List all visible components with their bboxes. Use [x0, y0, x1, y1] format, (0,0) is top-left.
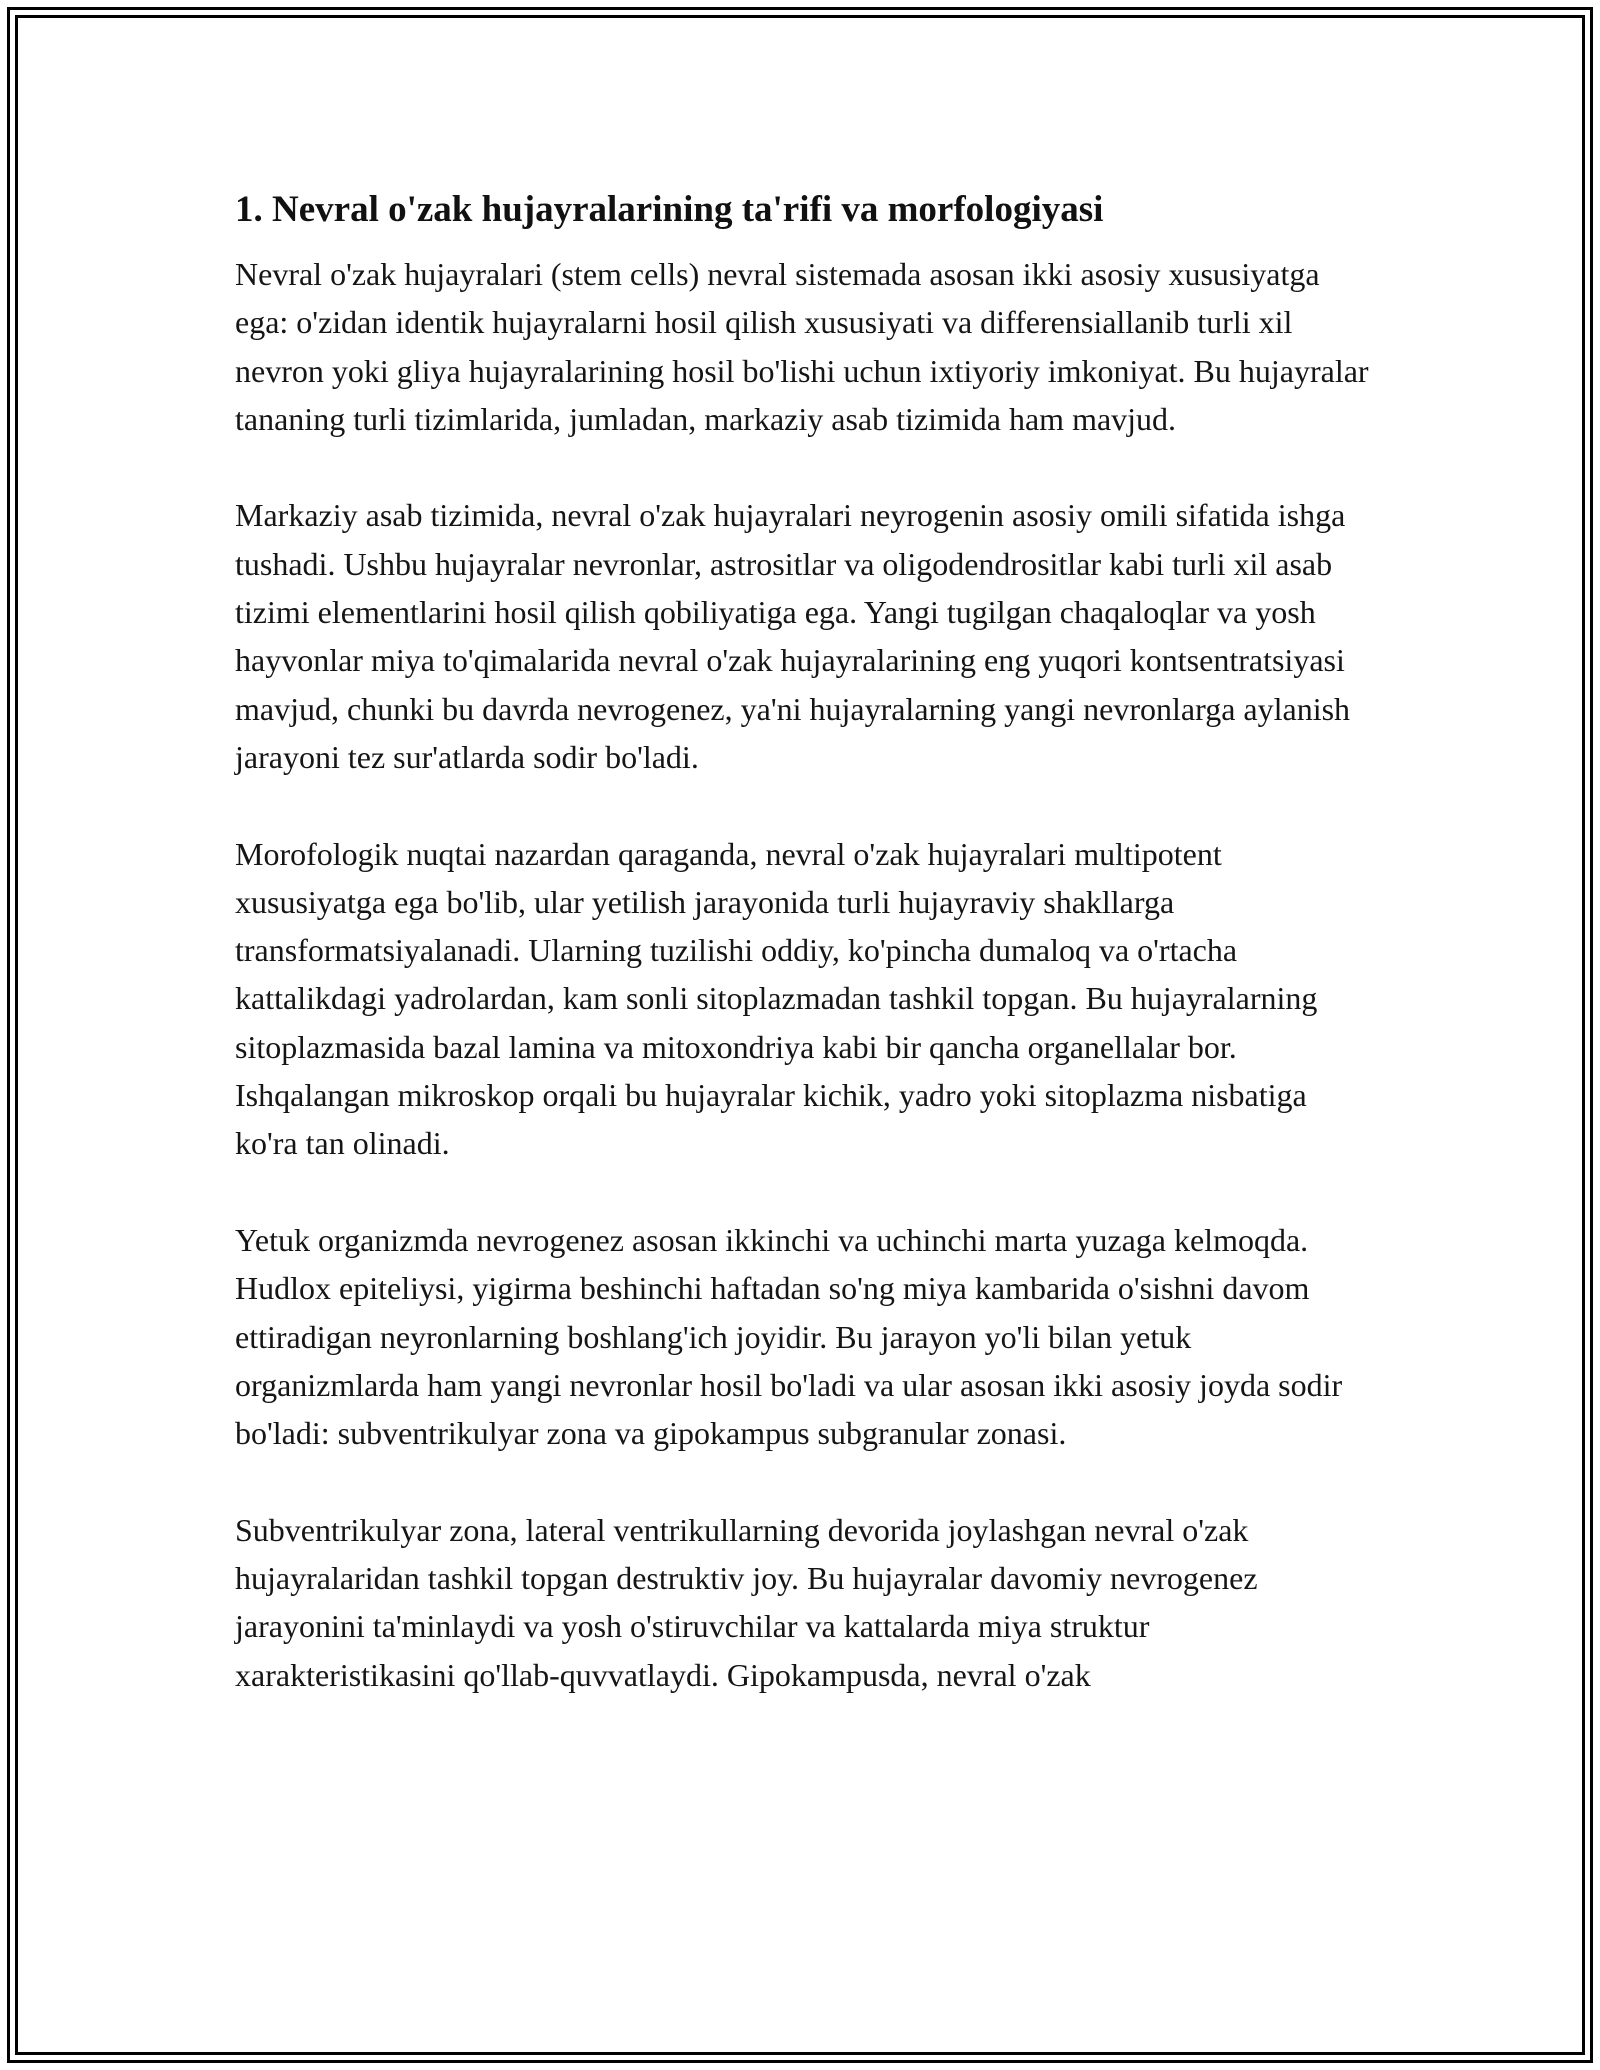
paragraph-subventricular-zone: Subventrikulyar zona, lateral ventrikullarning devorida joylashgan nevral o'zak hujayralaridan tashkil topgan destruktiv joy. Bu hujayralar davomiy nevrogenez jarayonini ta'minlaydi va yosh o'stiruvchilar va kattalarda miya struktur xarakteristikasini qo'llab-quvvatlaydi. Gipokampusda, nevral o'zak: [235, 1511, 1258, 1693]
paragraph-morphology: Morofologik nuqtai nazardan qaraganda, nevral o'zak hujayralari multipotent xususiyatga ega bo'lib, ular yetilish jarayonida turli hujayraviy shakllarga transformatsiyalanadi. Ularning tuzilishi oddiy, ko'pincha dumaloq va o'rtacha kattalikdagi yadrolardan, kam sonli sitoplazmadan tashkil topgan. Bu hujayralarning sitoplazmasida bazal lamina va mitoxondriya kabi bir qancha organellalar bor. Ishqalangan mikroskop orqali bu hujayralar kichik, yadro yoki sitoplazma nisbatiga ko'ra tan olinadi.: [235, 835, 1318, 1162]
paragraph-definition: Nevral o'zak hujayralari (stem cells) nevral sistemada asosan ikki asosiy xususiyatga ega: o'zidan identik hujayralarni hosil qilish xususiyati va differensiallanib turli xil nevron yoki gliya hujayralarining hosil bo'lishi uchun ixtiyoriy imkoniyat. Bu hujayralar tananing turli tizimlarida, jumladan, markaziy asab tizimida ham mavjud.: [235, 256, 1369, 437]
paragraph-adult-neurogenesis: Yetuk organizmda nevrogenez asosan ikkinchi va uchinchi marta yuzaga kelmoqda. Hudlox epiteliysi, yigirma beshinchi haftadan so'ng miya kambarida o'sishni davom ettiradigan neyronlarning boshlang'ich joyidir. Bu jarayon yo'li bilan yetuk organizmlarda ham yangi nevronlar hosil bo'ladi va ular asosan ikki asosiy joyda sodir bo'ladi: subventrikulyar zona va gipokampus subgranular zonasi.: [235, 1221, 1343, 1452]
section-heading: 1. Nevral o'zak hujayralarining ta'rifi va morfologiyasi: [235, 189, 1104, 230]
document-body: [235, 186, 1375, 1747]
paragraph-central-nervous-system: Markaziy asab tizimida, nevral o'zak hujayralari neyrogenin asosiy omili sifatida ishga tushadi. Ushbu hujayralar nevronlar, astrositlar va oligodendrositlar kabi turli xil asab tizimi elementlarini hosil qilish qobiliyatiga ega. Yangi tugilgan chaqaloqlar va yosh hayvonlar miya to'qimalarida nevral o'zak hujayralarining eng yuqori kontsentratsiyasi mavjud, chunki bu davrda nevrogenez, ya'ni hujayralarning yangi nevronlarga aylanish jarayoni tez sur'atlarda sodir bo'ladi.: [235, 497, 1351, 775]
